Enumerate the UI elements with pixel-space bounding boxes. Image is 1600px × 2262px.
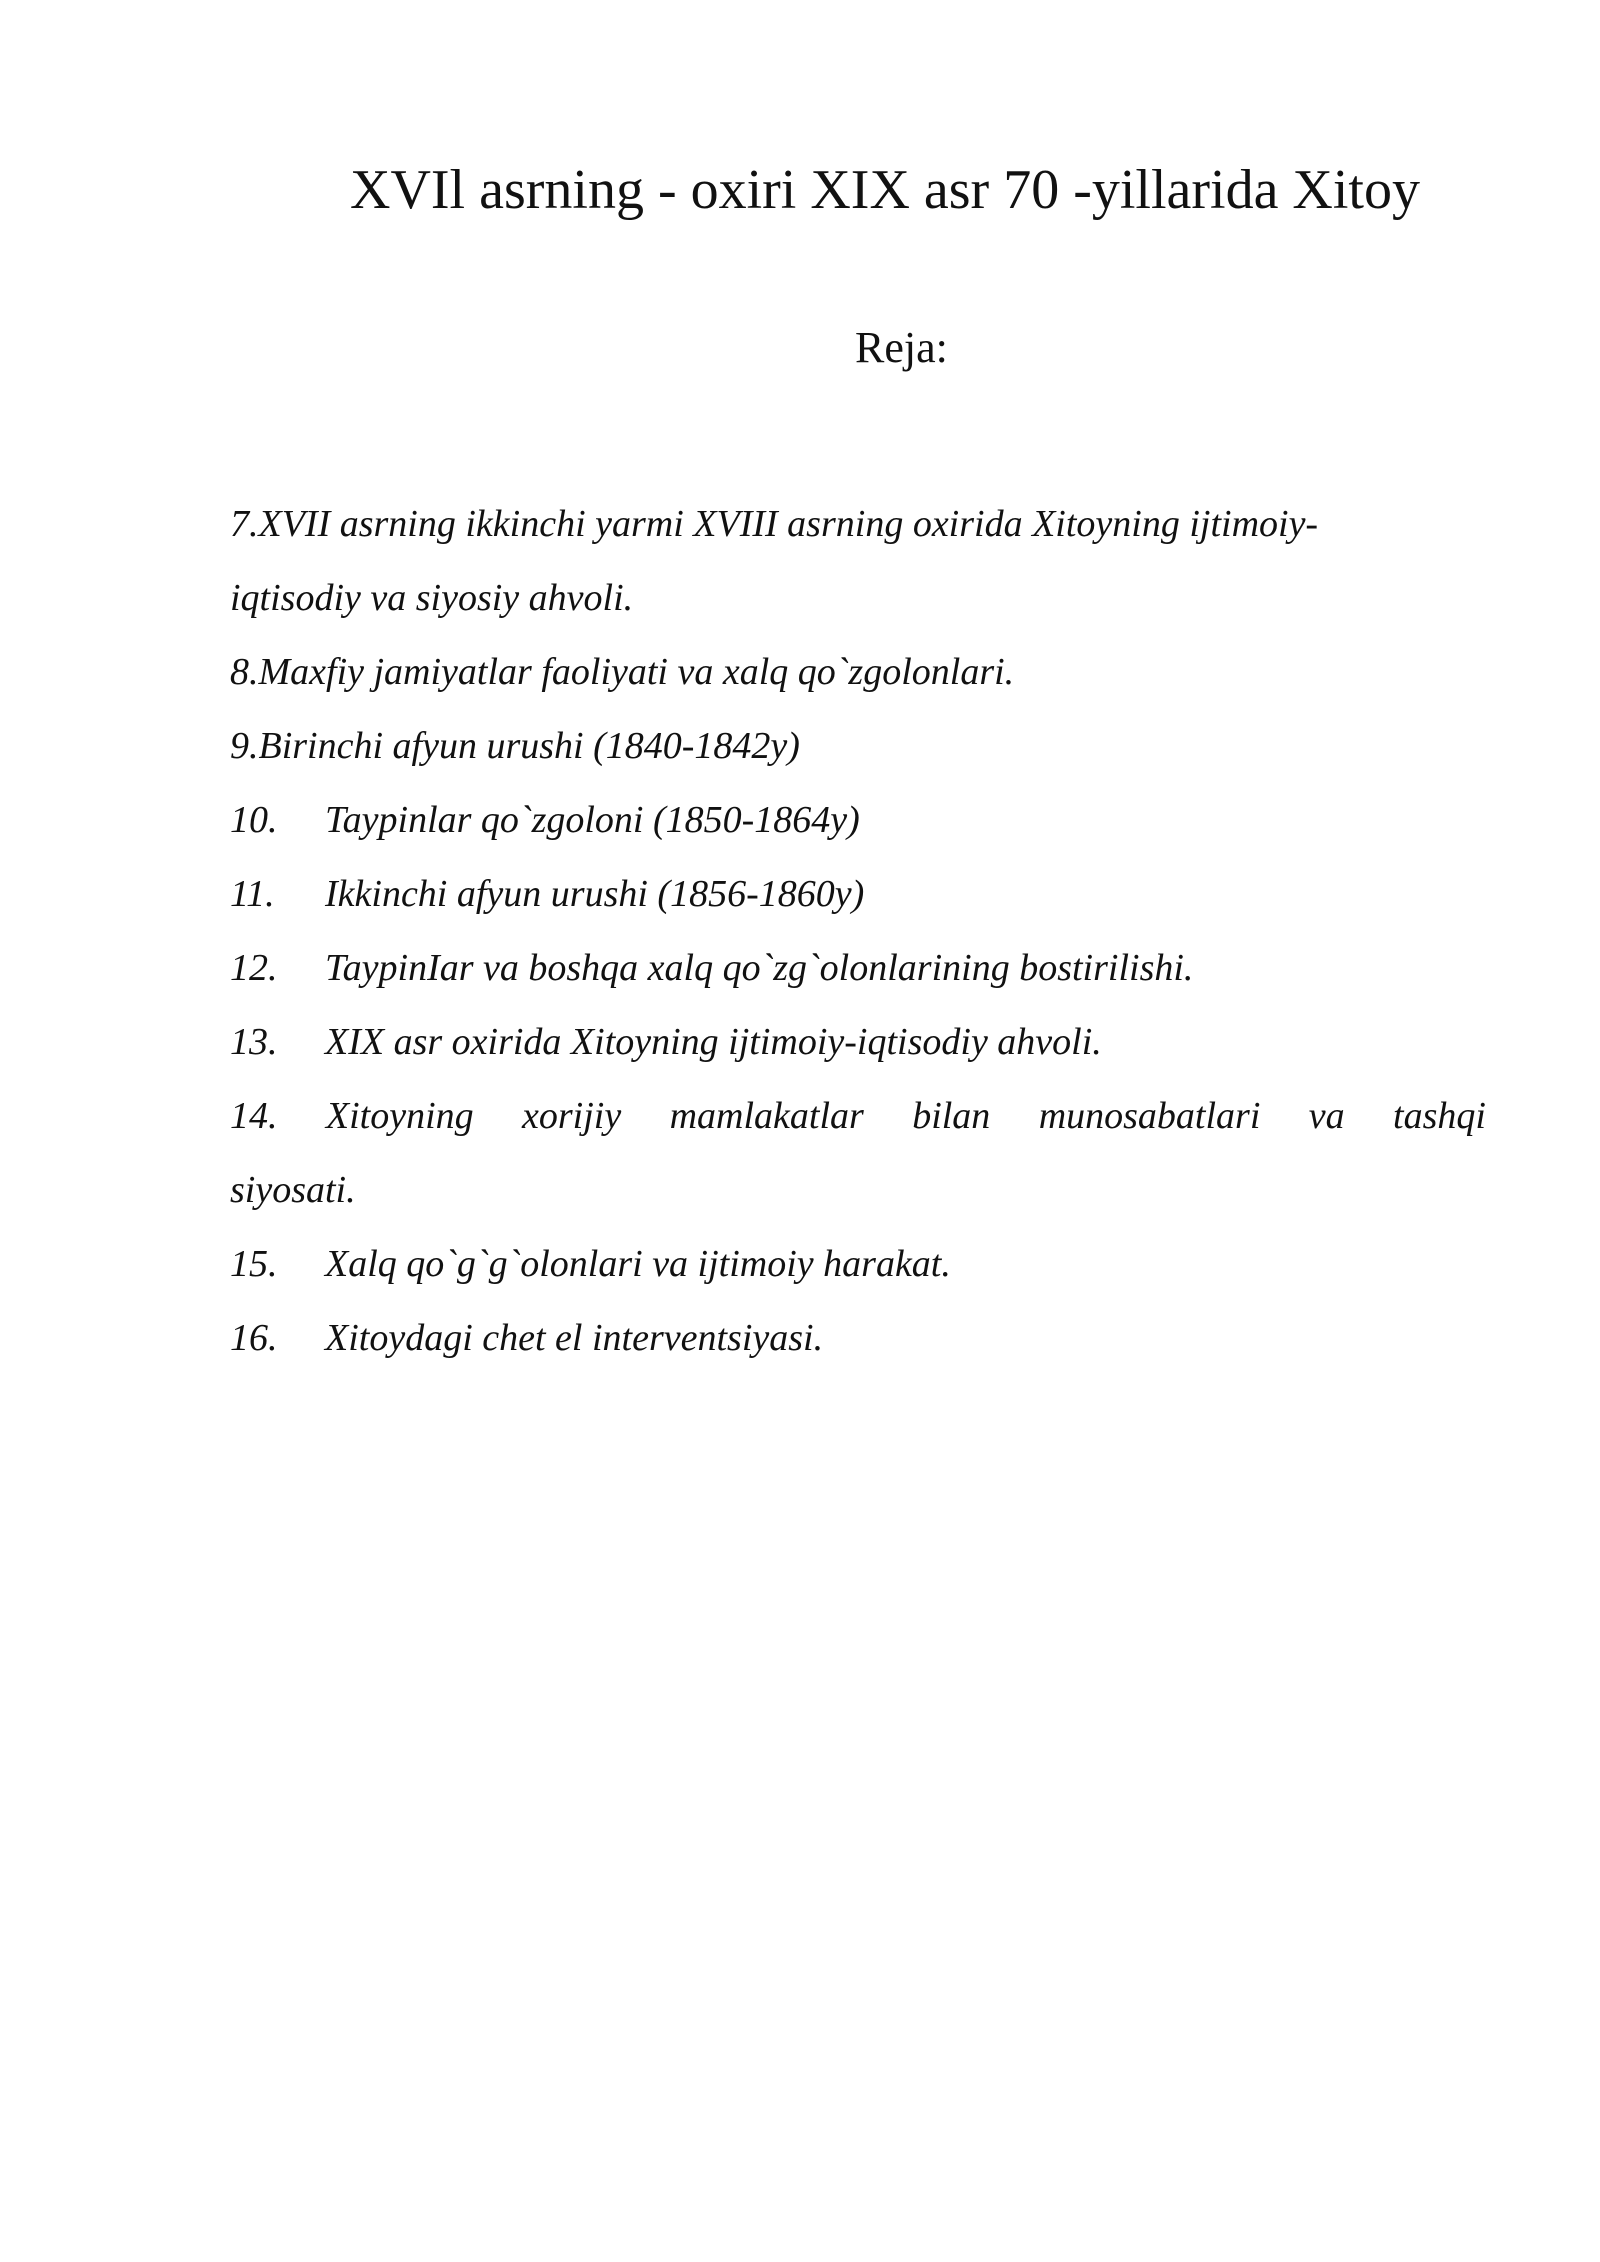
plan-item-text: Xalq qo`g`g`olonlari va ijtimoiy harakat.: [325, 1243, 951, 1285]
plan-item-number: 11.: [230, 873, 275, 915]
plan-item-14-line-2: siyosati.: [230, 1169, 356, 1211]
plan-item-9: 9.Birinchi afyun urushi (1840-1842y): [230, 725, 800, 767]
plan-item-text: Ikkinchi afyun urushi (1856-1860y): [325, 873, 865, 915]
plan-item-text: Xitoydagi chet el interventsiyasi.: [325, 1317, 824, 1359]
plan-item-13: [230, 1005, 1486, 1079]
plan-item-word: mamlakatlar: [669, 1095, 864, 1137]
plan-item-12: [230, 931, 1486, 1005]
plan-item-7-line-1: 7.XVII asrning ikkinchi yarmi XVIII asrning oxirida Xitoyning ijtimoiy-: [230, 503, 1319, 545]
plan-item-word: Xitoyning: [325, 1095, 474, 1137]
plan-item-text: Taypinlar qo`zgoloni (1850-1864y): [325, 799, 860, 841]
plan-item-word: bilan: [912, 1095, 991, 1137]
plan-item-text: TaypinIar va boshqa xalq qo`zg`olonlarining bostirilishi.: [325, 947, 1194, 989]
plan-item-number: 12.: [230, 947, 278, 989]
plan-item-8: 8.Maxfiy jamiyatlar faoliyati va xalq qo`zgolonlari.: [230, 651, 1015, 693]
plan-item-16: [230, 1301, 1486, 1375]
plan-list: [230, 487, 1486, 1375]
plan-item-10: [230, 783, 1486, 857]
plan-item-11: [230, 857, 1486, 931]
plan-item-word: tashqi: [1393, 1095, 1486, 1137]
plan-item-7-line-2: iqtisodiy va siyosiy ahvoli.: [230, 577, 634, 619]
plan-heading: Reja:: [855, 323, 948, 372]
plan-item-number: 15.: [230, 1243, 278, 1285]
plan-item-15: [230, 1227, 1486, 1301]
plan-item-word: xorijiy: [522, 1095, 622, 1137]
plan-item-number: 14.: [230, 1095, 278, 1137]
page-title: XVIl asrning - oxiri XIX asr 70 -yillarida Xitoy: [350, 159, 1420, 221]
plan-item-number: 16.: [230, 1317, 278, 1359]
plan-item-number: 10.: [230, 799, 278, 841]
plan-item-number: 13.: [230, 1021, 278, 1063]
plan-item-word: va: [1308, 1095, 1345, 1137]
plan-item-14-line-1: [230, 1079, 1486, 1153]
plan-item-text: XIX asr oxirida Xitoyning ijtimoiy-iqtisodiy ahvoli.: [325, 1021, 1102, 1063]
plan-item-word: munosabatlari: [1038, 1095, 1261, 1137]
